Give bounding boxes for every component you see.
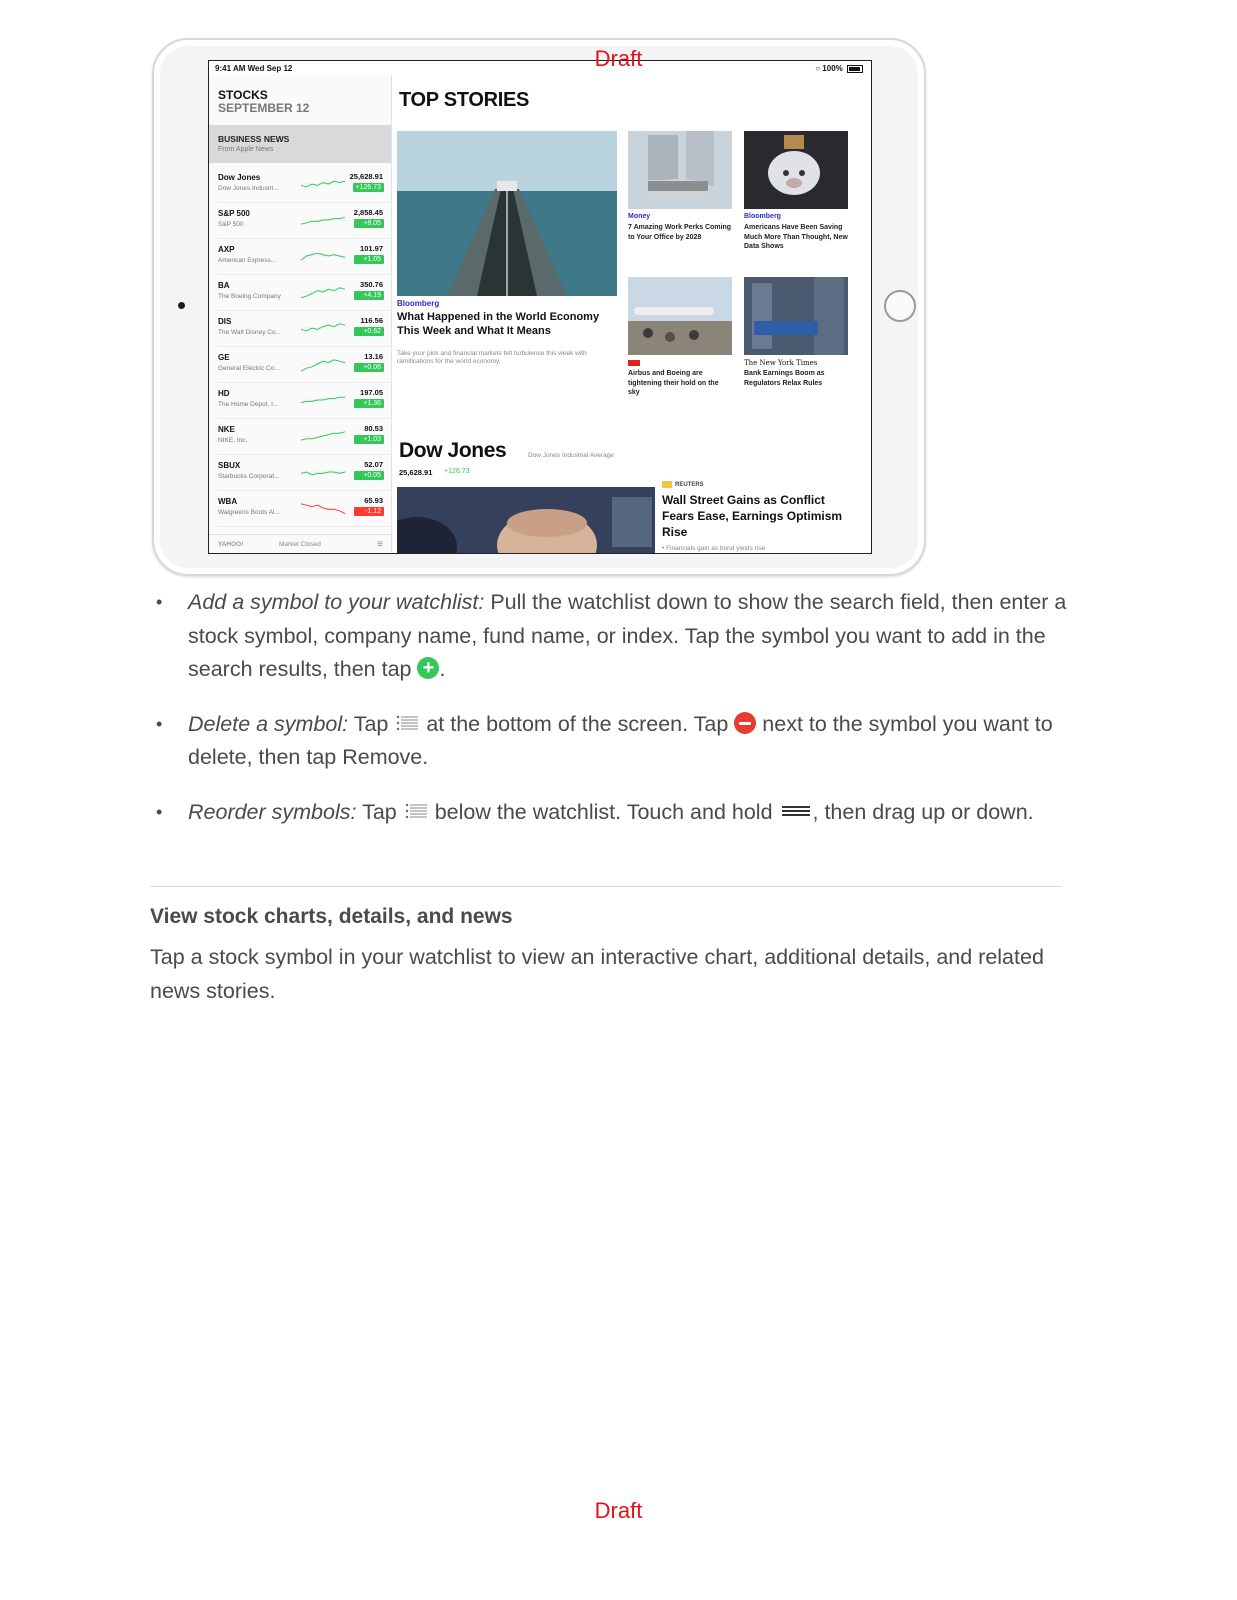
instruction-text-end: next to the symbol you want to delete, then tap Remove. <box>188 711 1053 769</box>
home-button <box>884 290 916 322</box>
stock-sparkline <box>301 211 347 229</box>
stock-sparkline <box>301 463 347 481</box>
instruction-text: Pull the watchlist down to show the search field, then enter a stock symbol, company name, fund name, or index. Tap the symbol you want to add in the search results, then tap <box>188 590 1067 681</box>
stock-symbol: WBA <box>218 497 238 506</box>
stock-symbol: GE <box>218 353 230 362</box>
story-headline: 7 Amazing Work Perks Coming to Your Office by 2028 <box>628 224 732 241</box>
stock-symbol: AXP <box>218 245 235 254</box>
list-item <box>150 708 1070 775</box>
story-image <box>744 277 848 355</box>
stock-row[interactable] <box>209 239 391 275</box>
stock-name: The Walt Disney Co... <box>218 329 281 336</box>
stock-symbol: S&P 500 <box>218 209 250 218</box>
stock-symbol: DIS <box>218 317 232 326</box>
stock-symbol: Dow Jones <box>218 173 261 182</box>
story-card[interactable] <box>744 277 848 417</box>
stock-price: 116.56 <box>360 316 383 325</box>
story-headline: Bank Earnings Boom as Regulators Relax Rules <box>744 370 825 387</box>
stock-row[interactable] <box>209 383 391 419</box>
stock-name: NIKE, Inc. <box>218 437 248 444</box>
plus-circle-icon: + <box>417 657 439 679</box>
stock-name: Dow Jones Industri... <box>218 185 279 192</box>
business-news-title: BUSINESS NEWS <box>218 134 290 144</box>
stock-price: 52.07 <box>364 460 383 469</box>
stock-sparkline <box>301 427 347 445</box>
stock-name: The Home Depot, I... <box>218 401 279 408</box>
section-body: Tap a stock symbol in your watchlist to view an interactive chart, additional details, and related news stories. <box>150 945 1044 1003</box>
stock-price: 350.76 <box>360 280 383 289</box>
stock-row[interactable] <box>209 455 391 491</box>
section-heading: View stock charts, details, and news <box>150 905 513 928</box>
top-stories-heading: TOP STORIES <box>399 89 530 111</box>
hero-source: Bloomberg <box>397 299 440 308</box>
stock-sparkline <box>301 247 347 265</box>
stock-sparkline <box>301 175 347 193</box>
minus-circle-icon <box>734 712 756 734</box>
story-image <box>628 277 732 355</box>
stock-symbol: NKE <box>218 425 235 434</box>
stock-price: 80.53 <box>364 424 383 433</box>
instruction-label: Reorder symbols: <box>188 799 357 824</box>
stock-change-badge[interactable]: +0.06 <box>354 363 384 372</box>
instructions-list <box>150 586 1070 850</box>
section-divider <box>150 886 1062 887</box>
instruction-label: Add a symbol to your watchlist: <box>188 590 485 614</box>
stock-symbol: SBUX <box>218 461 241 470</box>
list-item <box>150 586 1070 687</box>
stock-row[interactable] <box>209 419 391 455</box>
list-icon <box>405 802 427 820</box>
draft-watermark-top: Draft <box>594 46 643 71</box>
stock-row[interactable] <box>209 311 391 347</box>
provider-logo: YAHOO! <box>218 541 244 548</box>
stock-price: 25,628.91 <box>349 172 383 181</box>
reuters-subhead: • Financials gain as bond yields rise <box>662 545 766 552</box>
business-news-row[interactable] <box>209 125 391 163</box>
stock-change-badge[interactable]: +4.19 <box>354 291 384 300</box>
instruction-text-end: , then drag up or down. <box>812 799 1034 824</box>
stock-name: S&P 500 <box>218 221 244 228</box>
draft-watermark-bottom: Draft <box>594 1498 643 1523</box>
story-source: Bloomberg <box>744 213 781 220</box>
list-icon[interactable]: ≡ <box>377 539 383 550</box>
list-item <box>150 796 1070 830</box>
story-source-logo <box>628 360 640 366</box>
story-image <box>628 131 732 209</box>
stock-change-badge[interactable]: +126.73 <box>353 183 385 192</box>
instruction-text: below the watchlist. Touch and hold <box>428 799 779 824</box>
stock-sparkline <box>301 391 347 409</box>
instruction-text-end: . <box>439 657 446 681</box>
stock-change-badge[interactable]: -1.12 <box>354 507 384 516</box>
story-source: Money <box>628 213 651 220</box>
stock-name: The Boeing Company <box>218 293 281 300</box>
row-divider <box>218 526 391 527</box>
market-status: Market Closed <box>279 541 321 548</box>
reuters-logo-icon <box>662 481 672 488</box>
stock-sparkline <box>301 283 347 301</box>
instruction-text: at the bottom of the screen. Tap <box>420 711 735 736</box>
ipad-illustration <box>152 38 926 576</box>
stock-price: 197.05 <box>360 388 383 397</box>
stock-name: Starbucks Corporat... <box>218 473 280 480</box>
story-card[interactable] <box>628 277 732 417</box>
story-source: The New York Times <box>744 359 818 367</box>
stock-change-badge[interactable]: +0.05 <box>354 471 384 480</box>
stock-row[interactable] <box>209 167 391 203</box>
ipad-screen <box>208 60 872 554</box>
reuters-source: REUTERS <box>662 481 704 488</box>
stock-symbol: BA <box>218 281 230 290</box>
watchlist-sidebar <box>209 75 392 554</box>
stock-row[interactable] <box>209 347 391 383</box>
stock-name: American Express... <box>218 257 277 264</box>
stock-symbol: HD <box>218 389 230 398</box>
stock-change-badge[interactable]: +1.03 <box>354 435 384 444</box>
stock-price: 101.97 <box>360 244 383 253</box>
status-time: 9:41 AM Wed Sep 12 <box>215 64 293 73</box>
news-panel <box>392 75 872 554</box>
index-title: Dow Jones <box>399 439 507 462</box>
sidebar-footer <box>209 534 391 554</box>
story-headline: Airbus and Boeing are tightening their hold on the sky <box>628 370 719 396</box>
front-camera <box>178 302 185 309</box>
instruction-label: Delete a symbol: <box>188 711 349 736</box>
stock-price: 13.16 <box>364 352 383 361</box>
reorder-handle-icon <box>781 803 811 819</box>
index-story-image[interactable] <box>397 487 655 554</box>
wifi-icon: ○ <box>815 64 821 73</box>
stock-sparkline <box>301 355 347 373</box>
business-news-subtitle: From Apple News <box>218 146 274 153</box>
hero-image[interactable] <box>397 131 617 296</box>
date-label: SEPTEMBER 12 <box>218 101 310 115</box>
app-title: STOCKS <box>218 88 268 102</box>
index-subtitle: Dow Jones Industrial Average <box>528 452 614 459</box>
story-card[interactable] <box>628 131 732 271</box>
stock-name: General Electric Co... <box>218 365 280 372</box>
list-icon <box>396 714 418 732</box>
stock-row[interactable] <box>209 203 391 239</box>
hero-headline[interactable]: What Happened in the World Economy This Week and What It Means <box>397 311 600 337</box>
stock-row[interactable] <box>209 491 391 527</box>
index-value: 25,628.91 <box>399 468 433 477</box>
stock-change-badge[interactable]: +0.62 <box>354 327 384 336</box>
index-change: +126.73 <box>444 468 470 475</box>
battery-percent: 100% <box>822 64 843 73</box>
story-image <box>744 131 848 209</box>
stock-name: Walgreens Boots Al... <box>218 509 280 516</box>
stock-change-badge[interactable]: +1.36 <box>354 399 384 408</box>
instruction-text: Tap <box>348 711 395 736</box>
stock-change-badge[interactable]: +8.05 <box>354 219 384 228</box>
reuters-headline[interactable]: Wall Street Gains as Conflict Fears Ease, Earnings Optimism Rise <box>662 493 843 539</box>
stock-price: 65.93 <box>364 496 383 505</box>
story-card[interactable] <box>744 131 848 271</box>
hero-summary: Take your pick and financial markets felt turbulence this week with ramifications for the world economy. <box>397 350 587 365</box>
stock-sparkline <box>301 319 347 337</box>
story-headline: Americans Have Been Saving Much More Than Thought, New Data Shows <box>744 224 848 250</box>
instruction-text: Tap <box>356 799 403 824</box>
stock-change-badge[interactable]: +1.05 <box>354 255 384 264</box>
stock-sparkline <box>301 499 347 517</box>
stock-price: 2,858.45 <box>353 208 383 217</box>
stock-row[interactable] <box>209 275 391 311</box>
